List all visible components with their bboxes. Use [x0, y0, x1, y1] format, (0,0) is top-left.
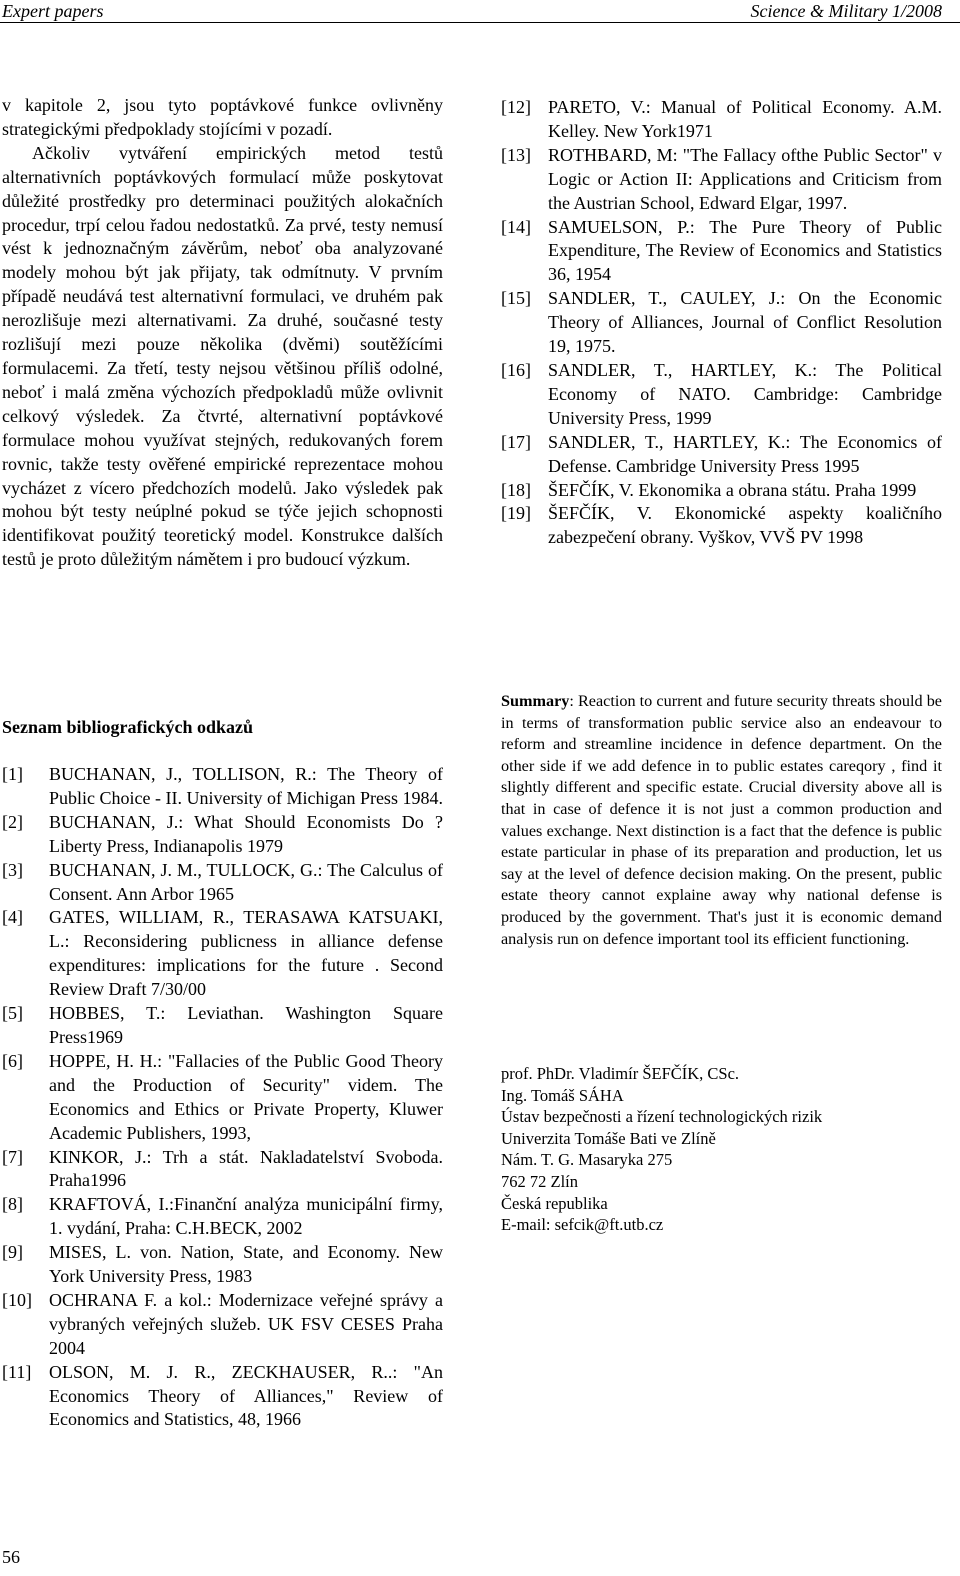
reference-item: [501, 144, 942, 216]
author-line: Ing. Tomáš SÁHA: [501, 1085, 624, 1105]
reference-item: [2, 811, 443, 859]
reference-text: OLSON, M. J. R., ZECKHAUSER, R..: "An Economics Theory of Alliances," Review of Economics and Statistics, 48, 1966: [49, 1361, 443, 1430]
reference-item: [2, 859, 443, 907]
reference-item: [501, 359, 942, 431]
reference-number: [18]: [501, 479, 531, 500]
reference-text: ŠEFČÍK, V. Ekonomika a obrana státu. Praha 1999: [548, 479, 917, 500]
affiliation-line: Univerzita Tomáše Bati ve Zlíně: [501, 1128, 716, 1148]
reference-item: [2, 1146, 443, 1194]
reference-text: SANDLER, T., HARTLEY, K.: The Political Economy of NATO. Cambridge: Cambridge University Press, 1999: [548, 359, 942, 428]
reference-list-right: [501, 96, 942, 550]
reference-item: [2, 1361, 443, 1433]
email-line: E-mail: sefcik@ft.utb.cz: [501, 1215, 664, 1235]
reference-number: [5]: [2, 1003, 23, 1024]
reference-number: [11]: [2, 1361, 32, 1382]
header-journal-issue: Science & Military 1/2008: [750, 1, 942, 21]
page-number: 56: [2, 1547, 20, 1567]
reference-number: [9]: [2, 1242, 23, 1263]
reference-item: [2, 1289, 443, 1361]
reference-text: HOPPE, H. H.: "Fallacies of the Public Good Theory and the Production of Security" videm. The Economics and Ethics or Private Property, Kluwer Academic Publishers, 1993,: [49, 1050, 443, 1143]
running-header: [0, 0, 960, 23]
reference-text: KRAFTOVÁ, I.:Finanční analýza municipální firmy, 1. vydání, Praha: C.H.BECK, 2002: [49, 1194, 443, 1239]
reference-number: [1]: [2, 764, 23, 784]
author-line: prof. PhDr. Vladimír ŠEFČÍK, CSc.: [501, 1064, 740, 1083]
reference-number: [2]: [2, 811, 23, 832]
author-affiliation-block: [501, 1063, 942, 1236]
reference-number: [12]: [501, 97, 531, 117]
reference-item: [2, 1002, 443, 1050]
affiliation-line: Ústav bezpečnosti a řízení technologických rizik: [501, 1107, 823, 1127]
address-line: Česká republika: [501, 1193, 608, 1213]
reference-text: SANDLER, T., HARTLEY, K.: The Economics of Defense. Cambridge University Press 1995: [548, 431, 942, 476]
reference-text: GATES, WILLIAM, R., TERASAWA KATSUAKI, L.: Reconsidering publicness in alliance defense expenditures: implications for the future . Second Review Draft 7/30/00: [49, 907, 443, 1000]
reference-text: ROTHBARD, M: "The Fallacy ofthe Public Sector" v Logic or Action II: Applications and Criticism from the Austrian School, Edward Elgar, 1997.: [548, 144, 942, 213]
reference-number: [3]: [2, 859, 23, 880]
reference-item: [2, 763, 443, 811]
reference-text: SANDLER, T., CAULEY, J.: On the Economic Theory of Alliances, Journal of Conflict Resolution 19, 1975.: [548, 288, 942, 357]
reference-number: [16]: [501, 359, 531, 380]
summary-label: Summary: [501, 692, 570, 710]
reference-number: [6]: [2, 1050, 23, 1071]
reference-number: [8]: [2, 1194, 23, 1215]
summary-block: [501, 691, 942, 950]
body-text-column: [2, 94, 443, 572]
reference-text: HOBBES, T.: Leviathan. Washington Square Press1969: [49, 1003, 443, 1047]
reference-text: PARETO, V.: Manual of Political Economy. A.M. Kelley. New York1971: [548, 97, 942, 141]
reference-item: [501, 96, 942, 144]
reference-item: [2, 1241, 443, 1289]
reference-number: [7]: [2, 1146, 23, 1167]
reference-text: BUCHANAN, J., TOLLISON, R.: The Theory of Public Choice - II. University of Michigan Press 1984.: [49, 764, 443, 808]
reference-text: ŠEFČÍK, V. Ekonomické aspekty koaličního zabezpečení obrany. Vyškov, VVŠ PV 1998: [548, 503, 942, 548]
reference-item: [501, 216, 942, 288]
address-line: Nám. T. G. Masaryka 275: [501, 1150, 673, 1170]
reference-number: [13]: [501, 144, 531, 165]
reference-number: [17]: [501, 431, 531, 452]
reference-item: [2, 1050, 443, 1146]
reference-number: [19]: [501, 503, 531, 524]
header-section-label: Expert papers: [2, 1, 104, 21]
reference-text: SAMUELSON, P.: The Pure Theory of Public Expenditure, The Review of Economics and Statistics 36, 1954: [548, 216, 942, 285]
reference-item: [501, 287, 942, 359]
reference-number: [10]: [2, 1289, 32, 1310]
address-line: 762 72 Zlín: [501, 1171, 578, 1191]
reference-number: [14]: [501, 216, 531, 237]
reference-item: [501, 431, 942, 479]
reference-text: BUCHANAN, J.: What Should Economists Do ? Liberty Press, Indianapolis 1979: [49, 811, 443, 856]
reference-text: OCHRANA F. a kol.: Modernizace veřejné správy a vybraných veřejných služeb. UK FSV CESES Praha 2004: [49, 1289, 443, 1358]
reference-item: [501, 502, 942, 550]
reference-text: KINKOR, J.: Trh a stát. Nakladatelství Svoboda. Praha1996: [49, 1146, 443, 1191]
reference-text: BUCHANAN, J. M., TULLOCK, G.: The Calculus of Consent. Ann Arbor 1965: [49, 859, 443, 904]
summary-text: : Reaction to current and future security threats should be in terms of transformation public service also an endeavour to reform and streamline incidence in defence department. On the other side if we add defence in to public estates careqory , find it slightly different and specific estate. Crucial diversity above all is that in case of defence it is not just a common production and values exchange. Next distinction is a fact that the defence is public estate particular in phase of its preparation and production, let us say at the level of defence decision making. On the present, public estate theory cannot explaine away why national defense is produced by the government. That's just it is economic demand analysis run on defence important tool its efficient functioning.: [501, 692, 942, 948]
reference-item: [2, 906, 443, 1002]
reference-text: MISES, L. von. Nation, State, and Economy. New York University Press, 1983: [49, 1242, 443, 1287]
body-paragraph: v kapitole 2, jsou tyto poptávkové funkce ovlivněny strategickými předpoklady stojícími v pozadí.: [2, 95, 443, 139]
references-heading: Seznam bibliografických odkazů: [2, 717, 254, 737]
reference-number: [15]: [501, 288, 531, 309]
reference-list-left: [2, 763, 443, 1432]
reference-item: [2, 1193, 443, 1241]
body-paragraph: Ačkoliv vytváření empirických metod testů alternativních poptávkových formulací může poskytovat důležité prostředky pro determinaci použitých alokačních procedur, trpí celou řadou nedostatků. Za prvé, testy nemusí vést k jednoznačným závěrům, neboť oba analyzované modely mohou být jak přijaty, tak odmítnuty. V prvním případě neudává test alternativní formulaci, ve druhém pak nerozlišuje mezi alternativami. Za druhé, současné testy rozlišují mezi pouze několika (dvěmi) soutěžícími formulacemi. Za třetí, testy nejsou většinou příliš odolné, neboť i malá změna výchozích předpokladů může ovlivnit celkový výsledek. Za čtvrté, alternativní poptávkové formulace mohou využívat stejných, redukovaných forem rovnic, takže testy ověřené empirické reprezentace mohou vycházet z vícero předchozích modelů. Jako výsledek pak mohou být testy neúplné pokud se týče jejich schopnosti identifikovat použitý teoretický model. Konstrukce dalších testů je proto důležitým námětem i pro budoucí výzkum.: [2, 142, 443, 570]
reference-item: [501, 479, 942, 503]
reference-number: [4]: [2, 907, 23, 928]
